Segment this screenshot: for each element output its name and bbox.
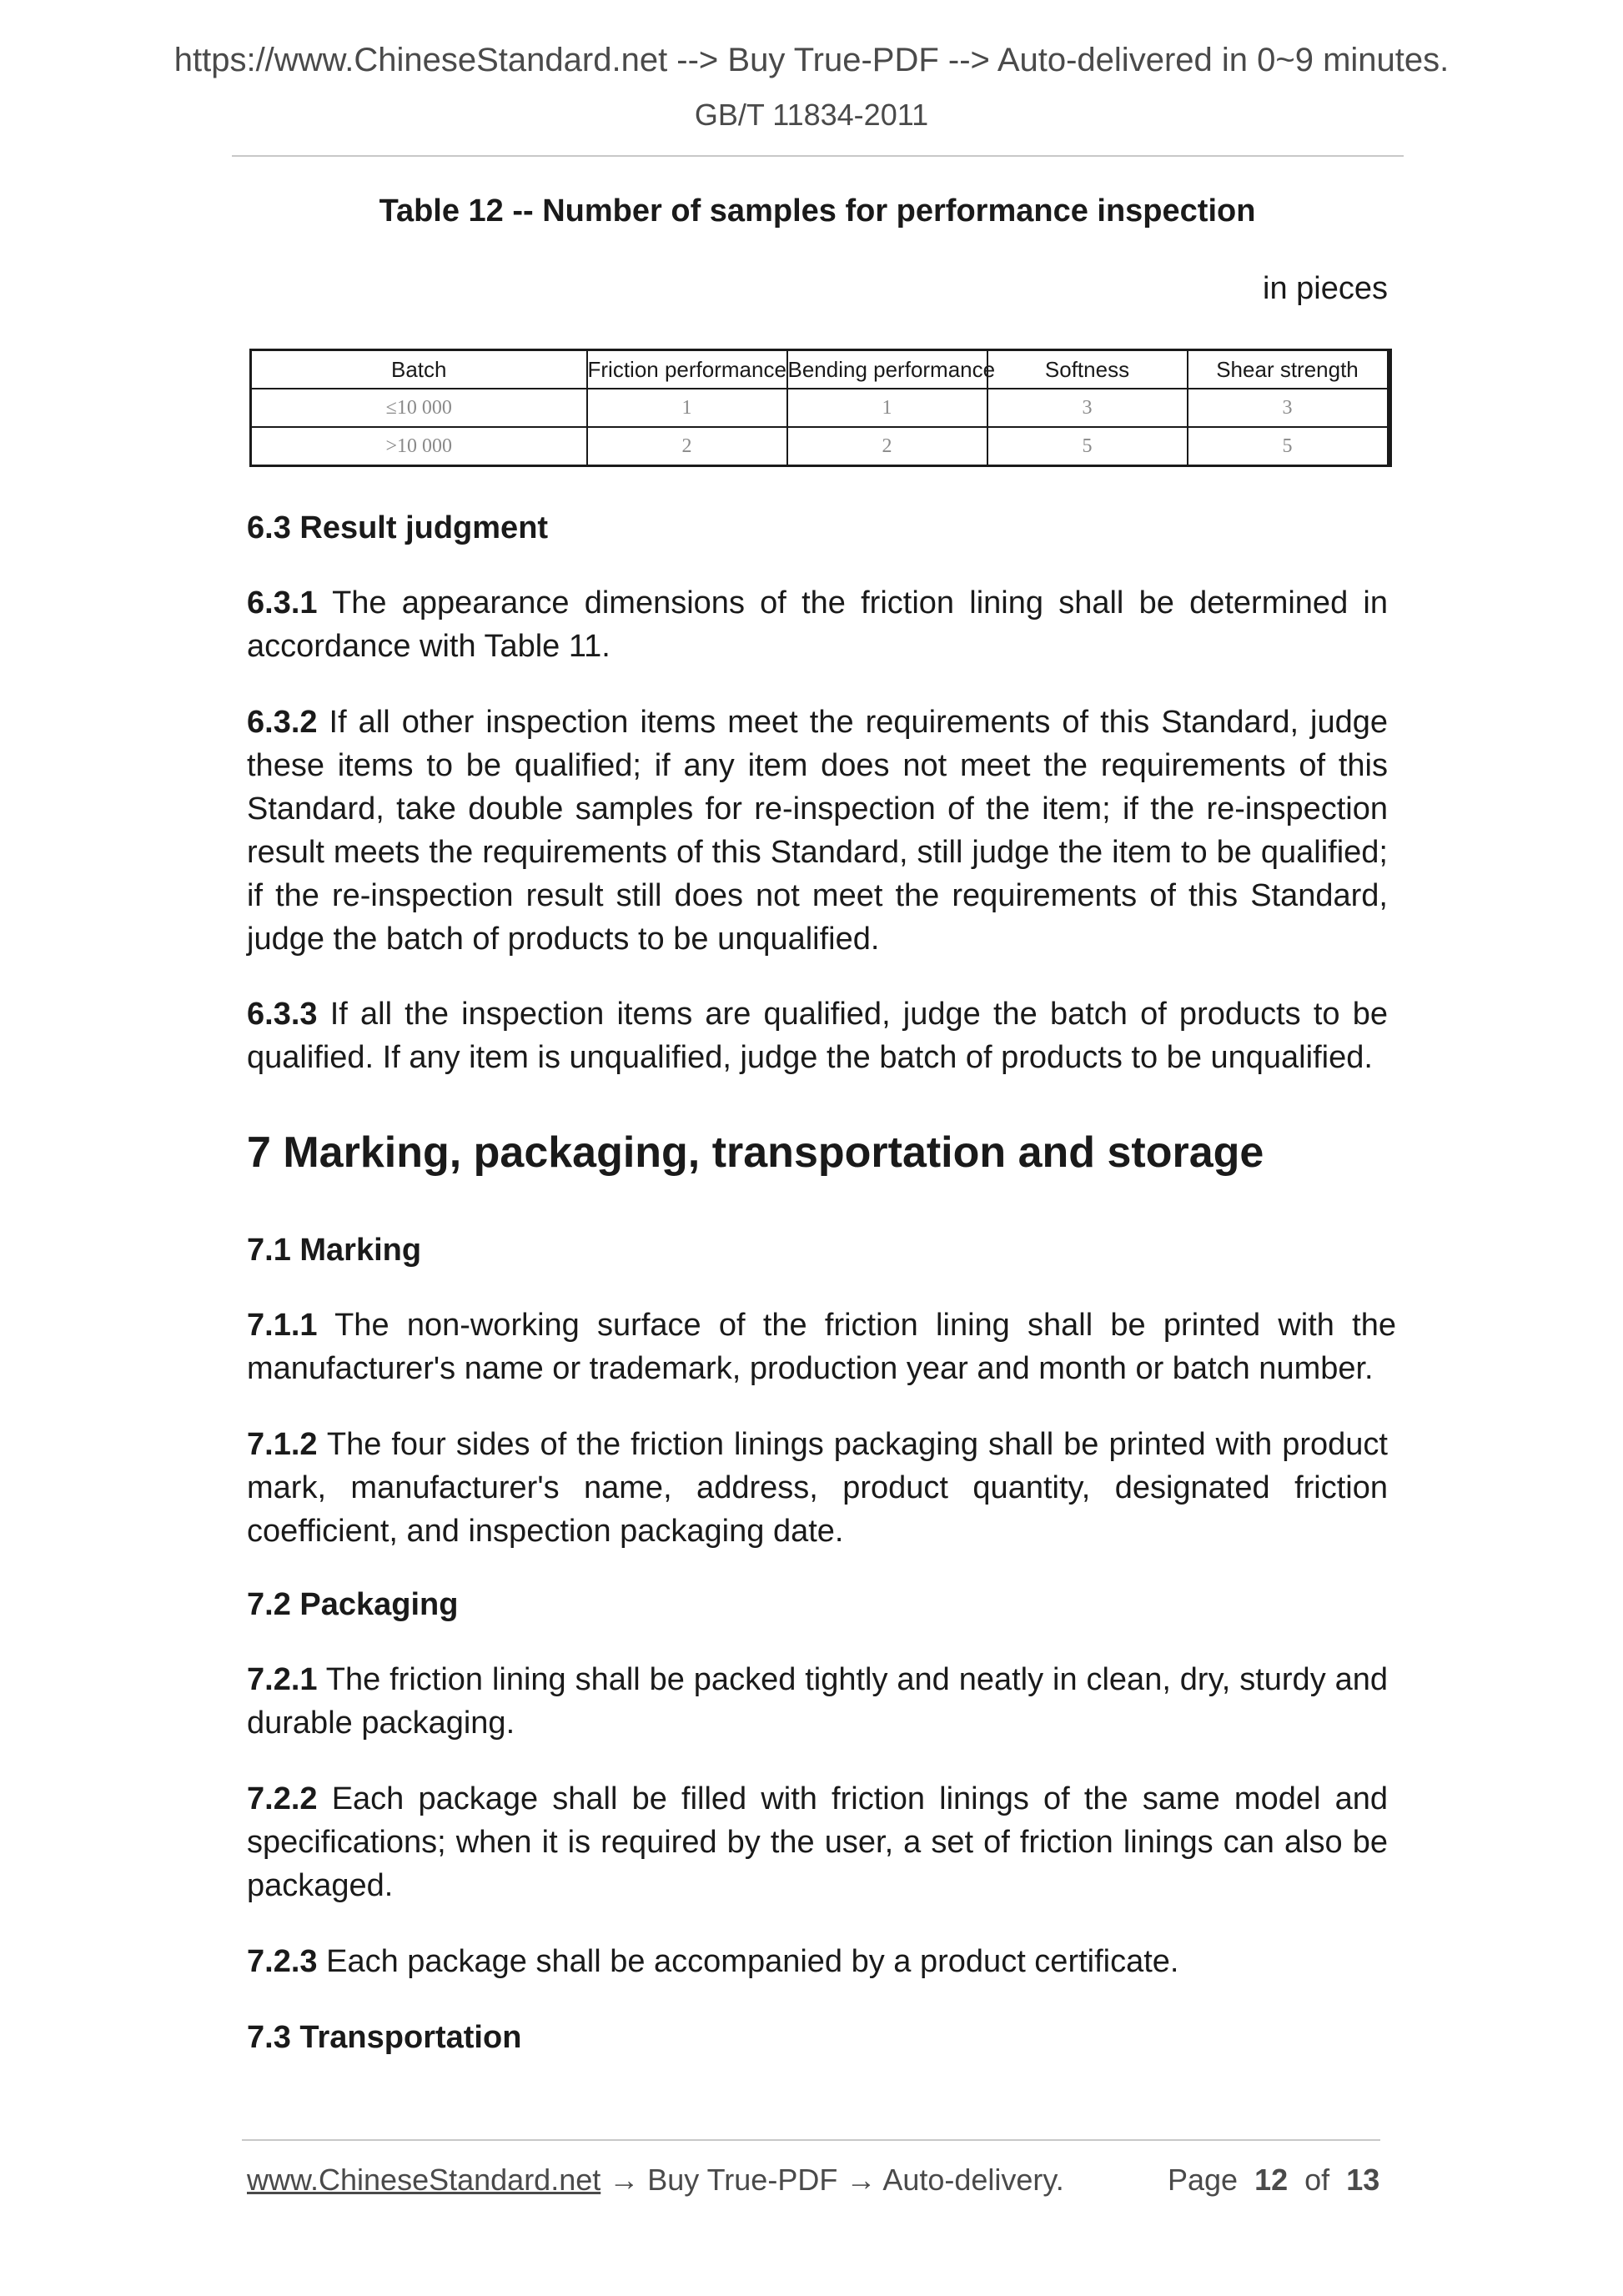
section-heading-6-3: 6.3 Result judgment xyxy=(247,510,549,545)
page-indicator xyxy=(1168,2165,1379,2195)
samples-table xyxy=(249,349,1392,467)
footer-site-link[interactable]: www.ChineseStandard.net xyxy=(247,2163,601,2197)
clause-7-1-2 xyxy=(247,1423,1388,1553)
page-number: 12 xyxy=(1254,2163,1289,2197)
table-row xyxy=(251,427,1389,466)
clause-7-2-2 xyxy=(247,1777,1388,1907)
chapter-heading-7: 7 Marking, packaging, transportation and storage xyxy=(247,1128,1264,1177)
header-divider xyxy=(232,155,1404,157)
clause-6-3-2 xyxy=(247,701,1388,961)
section-heading-7-1: 7.1 Marking xyxy=(247,1233,422,1268)
clause-number: 7.2.3 xyxy=(247,1944,318,1979)
clause-text: Each package shall be filled with friction linings of the same model and specifications; when it is required by the user, a set of friction linings can also be packaged. xyxy=(247,1781,1388,1903)
footer-divider xyxy=(242,2139,1380,2141)
header-url-line: https://www.ChineseStandard.net --> Buy True-PDF --> Auto-delivered in 0~9 minutes. xyxy=(173,42,1450,78)
clause-7-2-1 xyxy=(247,1658,1388,1745)
col-batch: Batch xyxy=(251,350,587,389)
section-heading-7-2: 7.2 Packaging xyxy=(247,1587,459,1622)
table-title: Table 12 -- Number of samples for performance inspection xyxy=(379,193,1256,229)
clause-number: 7.2.2 xyxy=(247,1781,318,1816)
table-cell: 3 xyxy=(987,389,1188,427)
table-cell: 2 xyxy=(787,427,987,466)
clause-text: The friction lining shall be packed tightly and neatly in clean, dry, sturdy and durable packaging. xyxy=(247,1662,1388,1741)
table-cell: 5 xyxy=(987,427,1188,466)
section-heading-7-3: 7.3 Transportation xyxy=(247,2020,522,2055)
of-word: of xyxy=(1304,2163,1330,2197)
col-friction-performance: Friction performance xyxy=(587,350,787,389)
clause-7-1-1 xyxy=(247,1304,1396,1390)
clause-text: Each package shall be accompanied by a product certificate. xyxy=(326,1944,1179,1979)
clause-number: 6.3.2 xyxy=(247,705,318,740)
table-cell: 1 xyxy=(587,389,787,427)
clause-text: The four sides of the friction linings packaging shall be printed with product mark, manufacturer's name, address, product quantity, designated friction coefficient, and inspection packaging date. xyxy=(247,1427,1388,1549)
clause-text: The non-working surface of the friction lining shall be printed with the manufacturer's name or trademark, production year and month or batch number. xyxy=(247,1308,1396,1386)
col-bending-performance: Bending performance xyxy=(787,350,987,389)
table-cell: 5 xyxy=(1188,427,1389,466)
page-word: Page xyxy=(1168,2163,1239,2197)
table-cell: 3 xyxy=(1188,389,1389,427)
table-row xyxy=(251,389,1389,427)
col-shear-strength: Shear strength xyxy=(1188,350,1389,389)
clause-number: 7.1.1 xyxy=(247,1308,318,1343)
col-softness: Softness xyxy=(987,350,1188,389)
clause-6-3-1 xyxy=(247,581,1388,668)
table-cell: ≤10 000 xyxy=(251,389,587,427)
table-cell: >10 000 xyxy=(251,427,587,466)
standard-code: GB/T 11834-2011 xyxy=(694,98,929,132)
table-unit: in pieces xyxy=(1263,271,1388,306)
clause-number: 6.3.1 xyxy=(247,585,318,620)
clause-6-3-3 xyxy=(247,992,1388,1079)
footer-promo-text: → Buy True-PDF → Auto-delivery. xyxy=(600,2163,1064,2197)
table-cell: 2 xyxy=(587,427,787,466)
clause-text: The appearance dimensions of the friction lining shall be determined in accordance with Table 11. xyxy=(247,585,1389,664)
clause-number: 7.2.1 xyxy=(247,1662,318,1697)
clause-number: 6.3.3 xyxy=(247,997,318,1032)
clause-text: If all the inspection items are qualified, judge the batch of products to be qualified. If any item is unqualified, judge the batch of products to be unqualified. xyxy=(247,997,1388,1075)
page-total: 13 xyxy=(1346,2163,1380,2197)
clause-text: If all other inspection items meet the requirements of this Standard, judge these items to be qualified; if any item does not meet the requirements of this Standard, take double samples for re-inspection of the item; if the re-inspection result meets the requirements of this Standard, still judge the item to be qualified; if the re-inspection result still does not meet the requirements of this Standard, judge the batch of products to be unqualified. xyxy=(247,705,1388,957)
clause-7-2-3 xyxy=(247,1940,1388,1983)
table-header-row xyxy=(251,350,1389,389)
footer-promo xyxy=(247,2165,1064,2195)
table-cell: 1 xyxy=(787,389,987,427)
clause-number: 7.1.2 xyxy=(247,1427,318,1462)
